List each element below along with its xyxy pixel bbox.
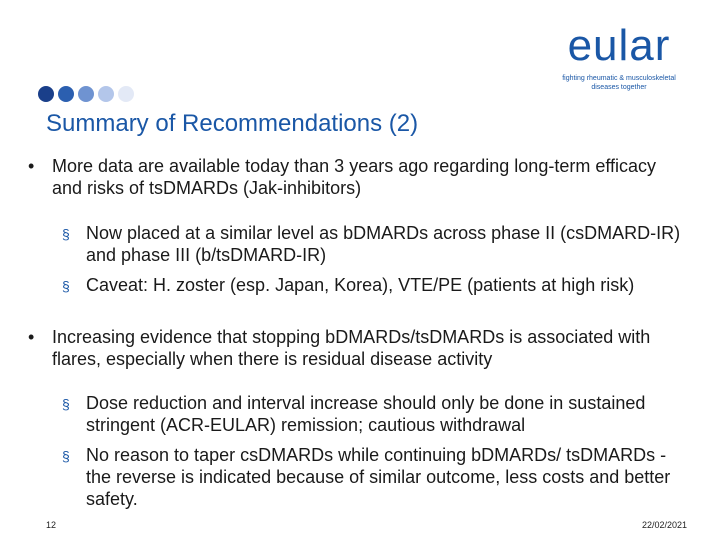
slide-date: 22/02/2021	[641, 520, 687, 530]
sub-bullet-marker: §	[62, 448, 70, 464]
sub-bullet-1-2	[62, 274, 682, 296]
dot-5	[118, 86, 134, 102]
bullet-marker: •	[28, 327, 35, 347]
dot-3	[78, 86, 94, 102]
logo-tagline-line1: fighting rheumatic & musculoskeletal	[562, 75, 676, 82]
page-number: 12	[46, 520, 57, 530]
bullet-1-text: More data are available today than 3 years ago regarding long-term efficacy and risks of tsDMARDs (Jak-inhibitors)	[52, 156, 657, 198]
sub-bullet-2-1	[62, 392, 682, 436]
logo-tagline-line2: diseases together	[591, 84, 647, 91]
slide-title: Summary of Recommendations (2)	[46, 110, 419, 137]
dot-1	[38, 86, 54, 102]
sub-bullet-2-2	[62, 444, 682, 510]
sub-bullet-1-2-text: Caveat: H. zoster (esp. Japan, Korea), VTE/PE (patients at high risk)	[86, 275, 635, 295]
decorative-dots	[38, 86, 134, 102]
sub-bullet-1-1-text: Now placed at a similar level as bDMARDs across phase II (csDMARD-IR) and phase III (b/tsDMARD-IR)	[86, 223, 681, 265]
sub-bullet-1-1	[62, 222, 682, 266]
sub-bullet-2-1-text: Dose reduction and interval increase should only be done in sustained stringent (ACR-EULAR) remission; cautious withdrawal	[86, 393, 646, 435]
dot-4	[98, 86, 114, 102]
sub-bullet-2-2-text: No reason to taper csDMARDs while continuing bDMARDs/ tsDMARDs - the reverse is indicated because of similar outcome, less costs and better safety.	[86, 445, 671, 509]
sub-bullet-marker: §	[62, 278, 70, 294]
bullet-1	[28, 155, 678, 199]
bullet-2-text: Increasing evidence that stopping bDMARDs/tsDMARDs is associated with flares, especially when there is residual disease activity	[52, 327, 651, 369]
eular-logo	[544, 22, 694, 92]
sub-bullet-marker: §	[62, 226, 70, 242]
logo-wordmark: eular	[567, 21, 671, 70]
bullet-2	[28, 326, 678, 370]
sub-bullet-marker: §	[62, 396, 70, 412]
bullet-marker: •	[28, 156, 35, 176]
dot-2	[58, 86, 74, 102]
